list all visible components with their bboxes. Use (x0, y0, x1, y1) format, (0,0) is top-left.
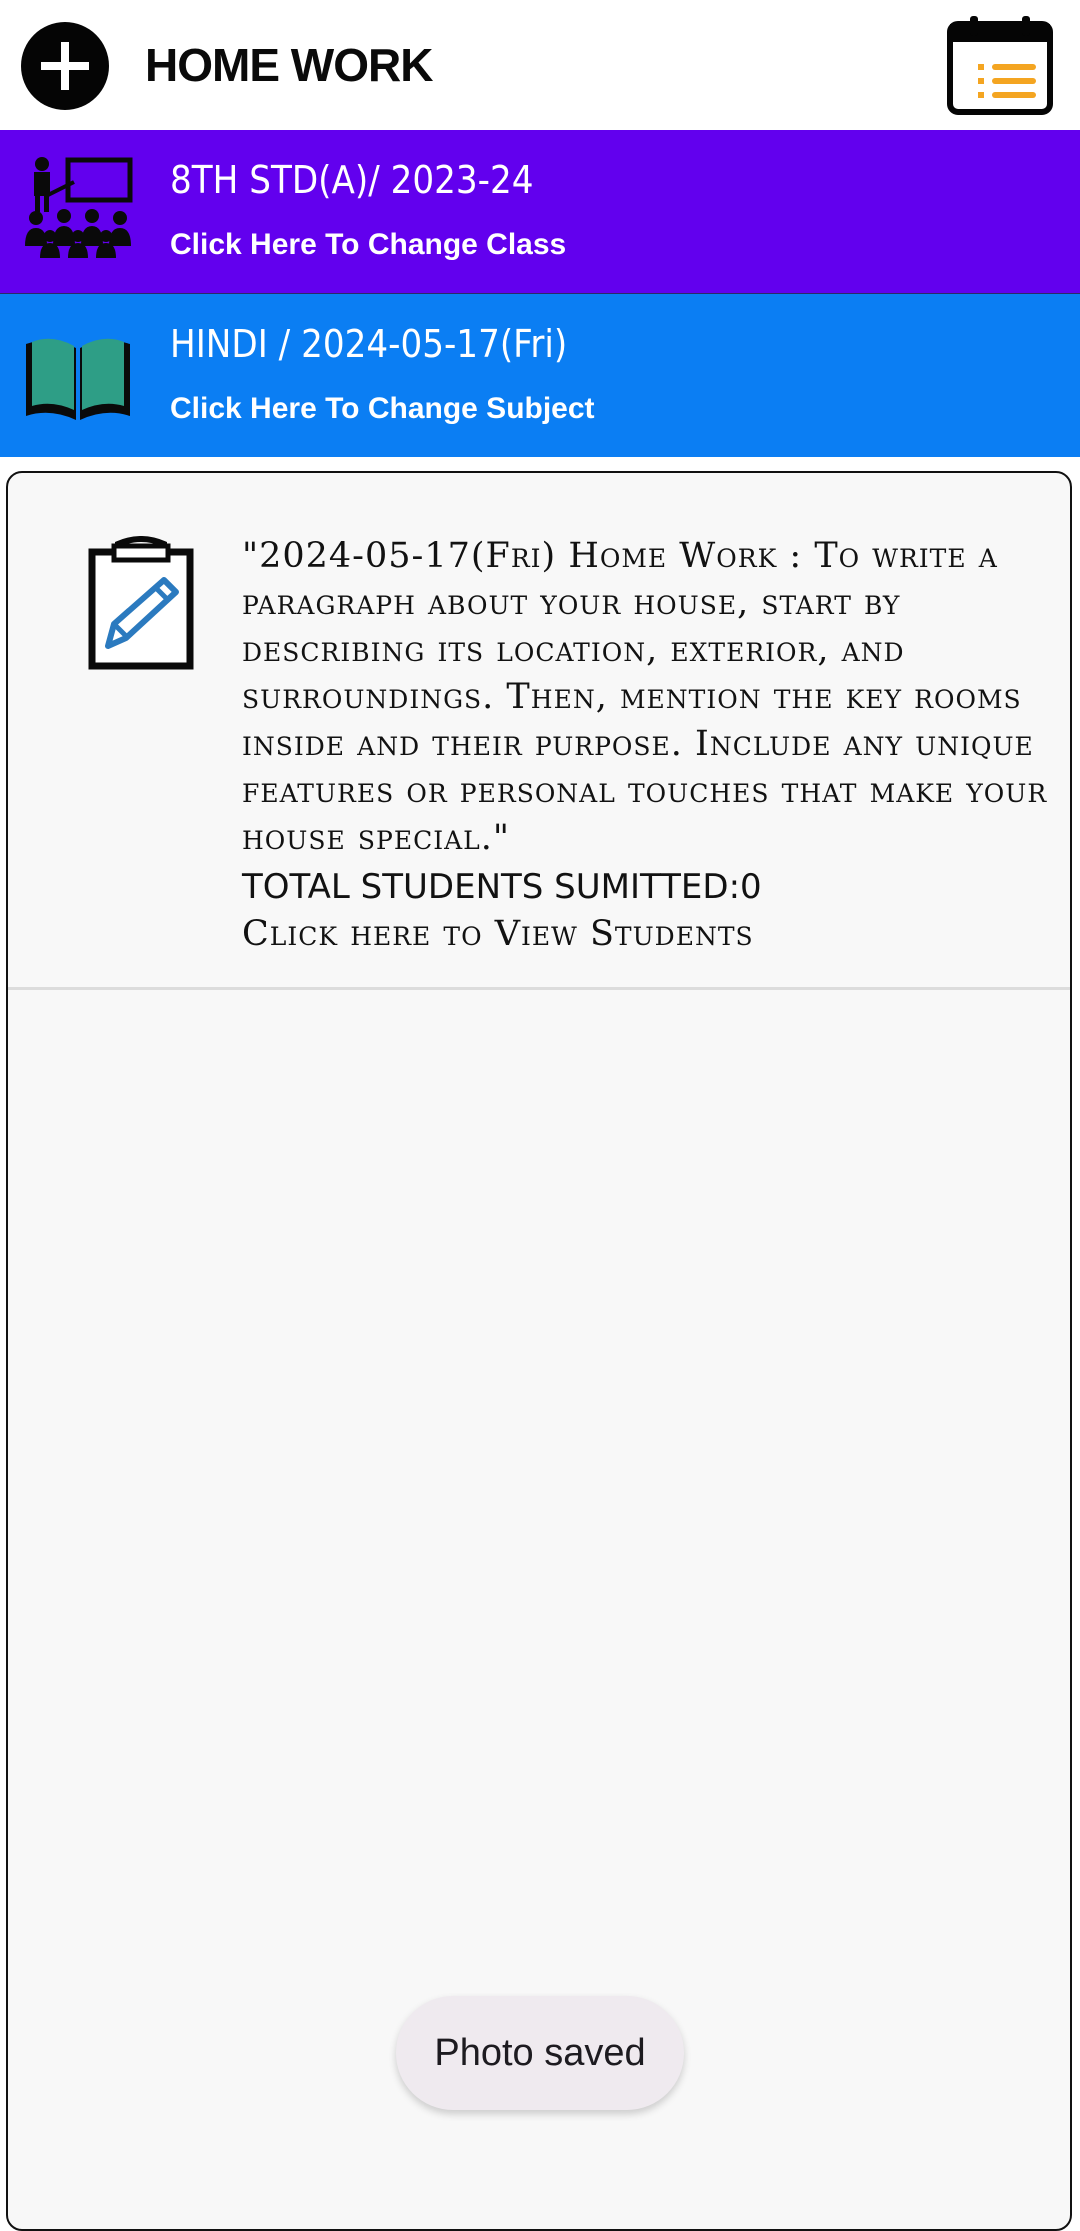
list-divider (8, 987, 1070, 990)
app-bar (0, 0, 1080, 130)
clipboard-pencil-icon (86, 536, 198, 672)
calendar-list-icon (946, 14, 1056, 118)
class-name: 8TH STD(A)/ 2023-24 (170, 158, 534, 202)
class-selector[interactable] (0, 130, 1080, 293)
view-students-link[interactable]: Click here to View Students (242, 914, 754, 954)
teacher-class-icon (22, 152, 134, 264)
subject-selector[interactable] (0, 294, 1080, 457)
page-title: HOME WORK (145, 39, 433, 91)
toast-message: Photo saved (396, 1996, 684, 2110)
homework-card (6, 471, 1072, 2231)
change-subject-hint: Click Here To Change Subject (170, 392, 595, 425)
open-book-icon (22, 316, 134, 428)
plus-circle-icon (21, 22, 109, 110)
calendar-button[interactable] (946, 14, 1056, 118)
total-submitted: TOTAL STUDENTS SUMITTED:0 (242, 867, 762, 907)
homework-description: "2024-05-17(Fri) Home Work : To write a paragraph about your house, start by describing its location, exterior, and surroundings. Then, mention the key rooms inside and their purpose. Include any unique features or personal touches that make your house special." (242, 536, 1048, 858)
subject-name: HINDI / 2024-05-17(Fri) (170, 322, 568, 366)
change-class-hint: Click Here To Change Class (170, 228, 567, 261)
homework-list-item[interactable] (8, 473, 1070, 988)
add-homework-button[interactable] (21, 22, 109, 110)
